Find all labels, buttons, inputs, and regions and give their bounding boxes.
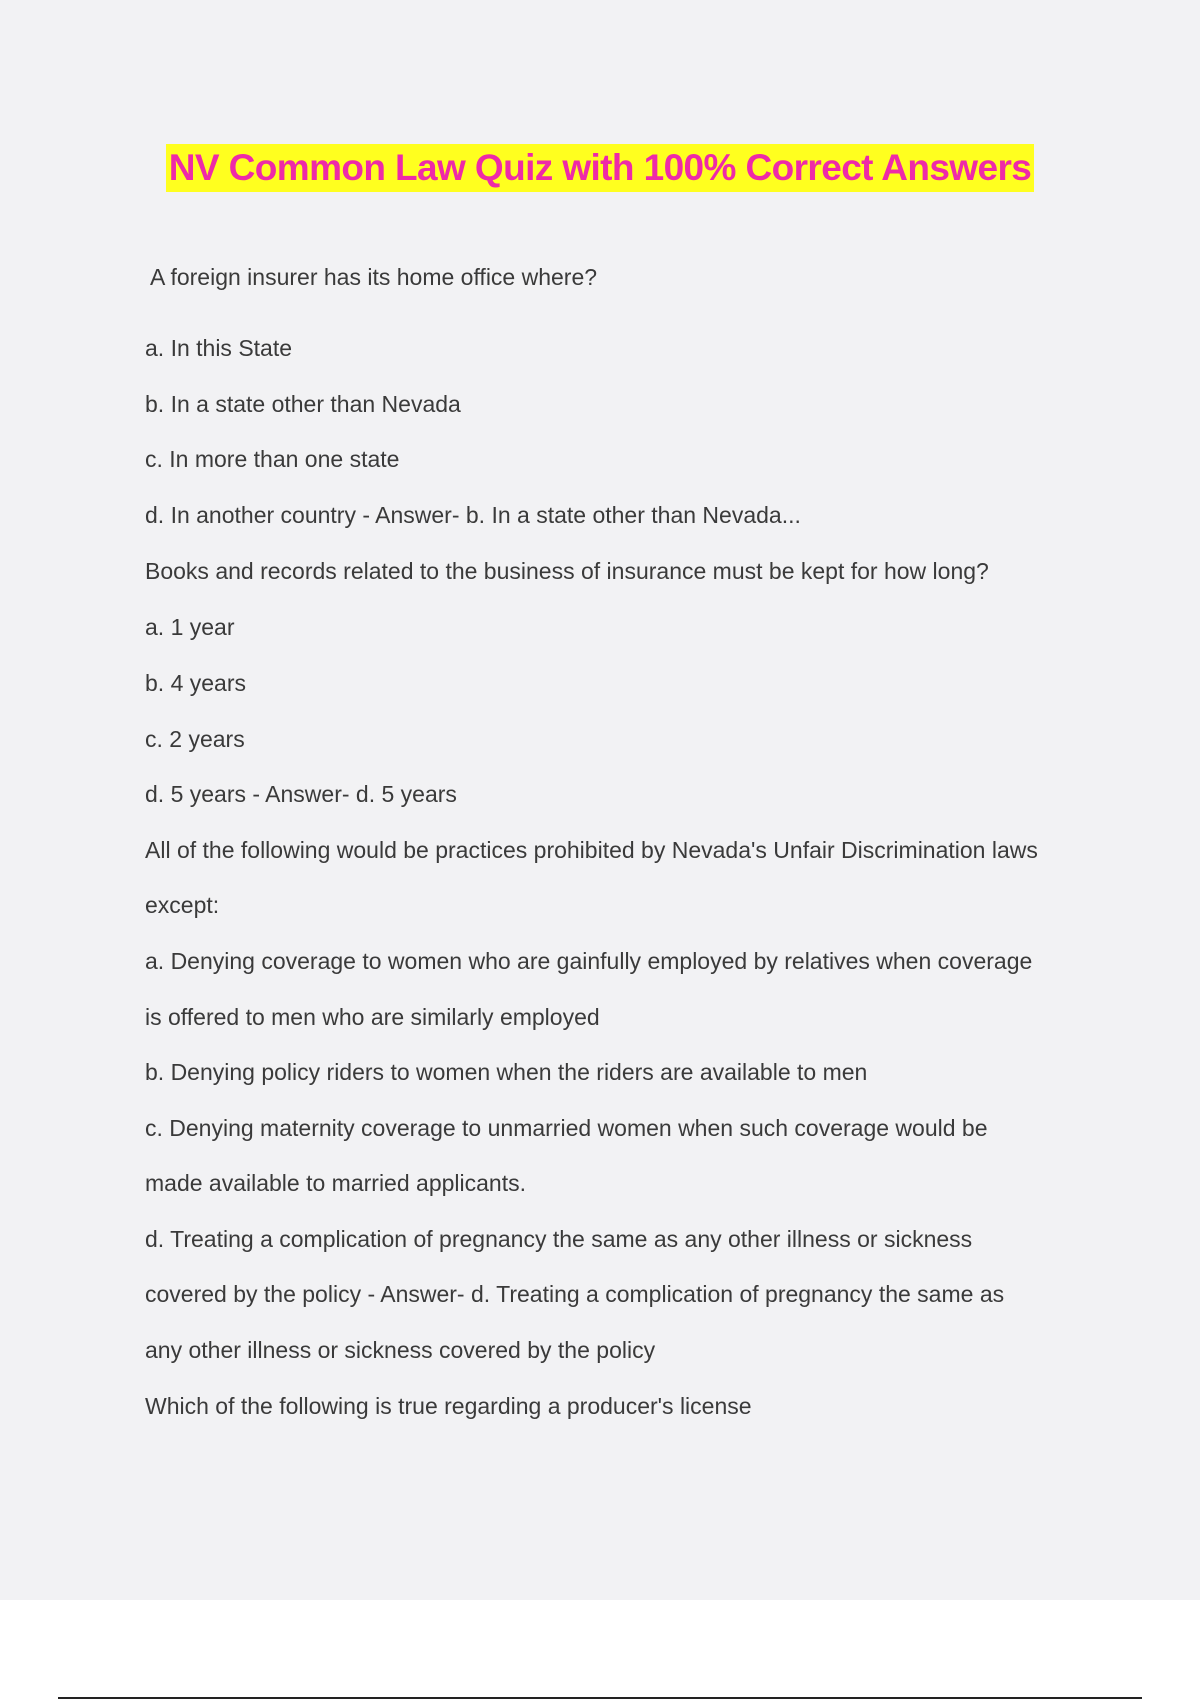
- question-2-option-d-answer: d. 5 years - Answer- d. 5 years: [145, 781, 457, 807]
- question-3-option-b: b. Denying policy riders to women when the riders are available to men: [145, 1059, 868, 1085]
- question-1-option-a: a. In this State: [145, 335, 293, 361]
- question-2-option-a: a. 1 year: [145, 614, 235, 640]
- question-3-answer-continued: any other illness or sickness covered by the policy: [145, 1337, 656, 1363]
- question-1-option-b: b. In a state other than Nevada: [145, 391, 461, 417]
- question-4-text: Which of the following is true regarding a producer's license: [145, 1393, 752, 1419]
- question-1-option-d-answer: d. In another country - Answer- b. In a state other than Nevada...: [145, 502, 801, 528]
- question-3-option-a: a. Denying coverage to women who are gainfully employed by relatives when coverage: [145, 948, 1033, 974]
- question-3-option-a-continued: is offered to men who are similarly employed: [145, 1004, 600, 1030]
- question-1-option-c: c. In more than one state: [145, 446, 400, 472]
- question-1-text: A foreign insurer has its home office where?: [150, 264, 598, 290]
- question-2-option-b: b. 4 years: [145, 670, 246, 696]
- question-3-option-d-answer: covered by the policy - Answer- d. Treating a complication of pregnancy the same as: [145, 1281, 1005, 1307]
- question-3-text-continued: except:: [145, 892, 220, 918]
- question-3-option-c: c. Denying maternity coverage to unmarried women when such coverage would be: [145, 1115, 988, 1141]
- footer-divider: [58, 1697, 1142, 1699]
- question-2-option-c: c. 2 years: [145, 726, 245, 752]
- question-2-text: Books and records related to the business of insurance must be kept for how long?: [145, 558, 989, 584]
- question-3-option-c-continued: made available to married applicants.: [145, 1170, 526, 1196]
- document-title: NV Common Law Quiz with 100% Correct Answers: [166, 144, 1034, 192]
- question-3-text: All of the following would be practices prohibited by Nevada's Unfair Discrimination laws: [145, 837, 1038, 863]
- question-3-option-d: d. Treating a complication of pregnancy the same as any other illness or sickness: [145, 1226, 973, 1252]
